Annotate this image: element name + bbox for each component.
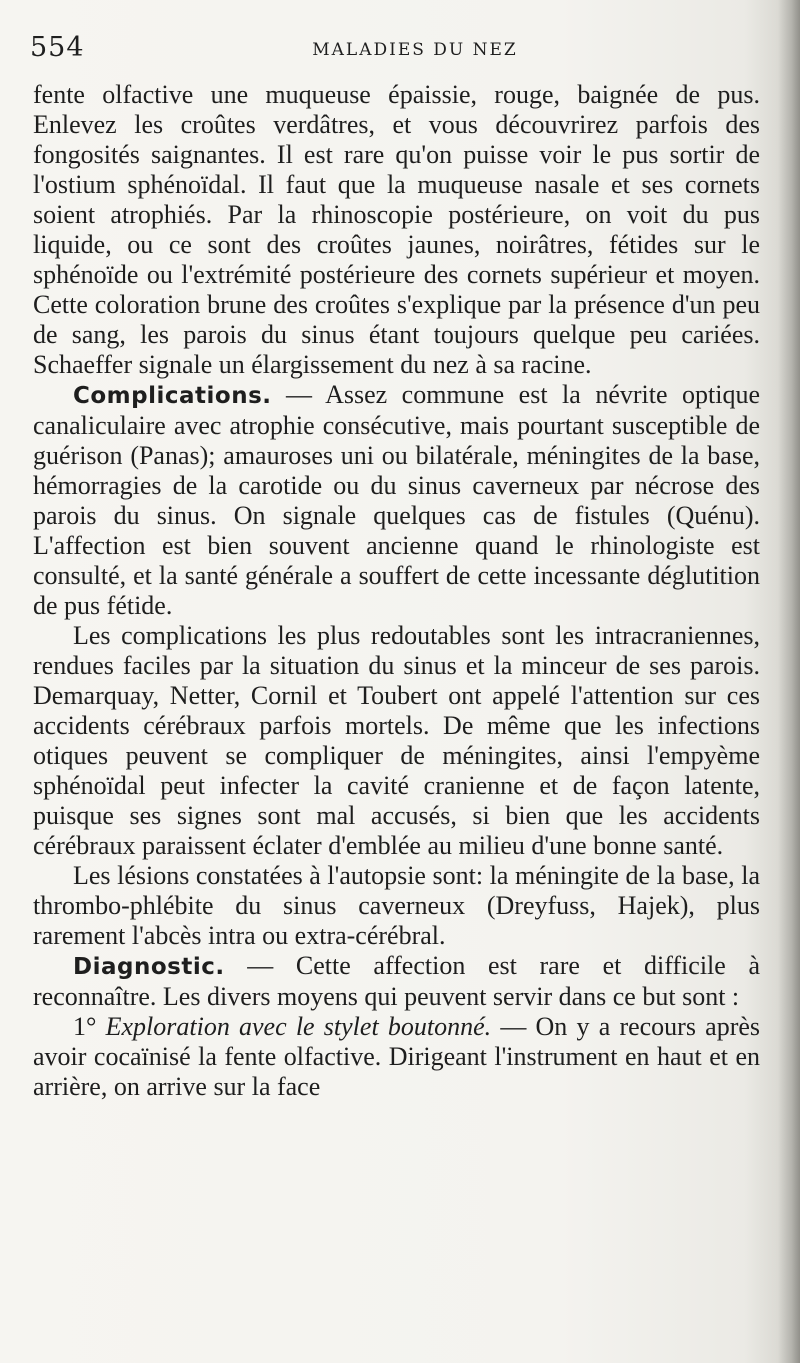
list-number: 1° (73, 1012, 97, 1041)
paragraph-complications (33, 380, 760, 621)
paragraph-continuation: fente olfactive une muqueuse épaissie, rouge, baignée de pus. Enlevez les croûtes verdâtres, et vous découvrirez parfois des fongosités saignantes. Il est rare qu'on puisse voir le pus sortir de l'ostium sphénoïdal. Il faut que la muqueuse nasale et ses cornets soient atrophiés. Par la rhinoscopie postérieure, on voit du pus liquide, ou ce sont des croûtes jaunes, noirâtres, fétides sur le sphénoïde ou l'extrémité postérieure des cornets supérieur et moyen. Cette coloration brune des croûtes s'explique par la présence d'un peu de sang, les parois du sinus étant toujours quelque peu cariées. Schaeffer signale un élargissement du nez à sa racine. (33, 80, 760, 379)
page-body (33, 80, 760, 1102)
section-heading-complications: Complications. (73, 383, 272, 409)
paragraph-diagnostic (33, 951, 760, 1012)
page-number: 554 (30, 32, 85, 63)
paragraph-autopsy: Les lésions constatées à l'autopsie sont: la méningite de la base, la thrombo-phlébite du sinus caverneux (Dreyfuss, Hajek), plus rarement l'abcès intra ou extra-cérébral. (33, 861, 760, 950)
paragraph-intracranial: Les complications les plus redoutables sont les intracraniennes, rendues faciles par la situation du sinus et la minceur de ses parois. Demarquay, Netter, Cornil et Toubert ont appelé l'attention sur ces accidents cérébraux parfois mortels. De même que les infections otiques peuvent se compliquer de méningites, ainsi l'empyème sphénoïdal peut infecter la cavité cranienne et de façon latente, puisque ses signes sont mal accusés, si bien que les accidents cérébraux paraissent éclater d'emblée au milieu d'une bonne santé. (33, 621, 760, 860)
diagnostic-text: — Cette affection est rare et difficile à reconnaître. Les divers moyens qui peuvent servir dans ce but sont : (33, 951, 760, 1011)
complications-text: — Assez commune est la névrite optique canaliculaire avec atrophie consécutive, mais pourtant susceptible de guérison (Panas); amauroses uni ou bilatérale, méningites de la base, hémorragies de la carotide ou du sinus caverneux par nécrose des parois du sinus. On signale quelques cas de fistules (Quénu). L'affection est bien souvent ancienne quand le rhinologiste est consulté, et la santé générale a souffert de cette incessante déglutition de pus fétide. (33, 380, 760, 620)
subheading-exploration: Exploration avec le stylet boutonné. (105, 1012, 492, 1041)
paragraph-exploration (33, 1012, 760, 1102)
page-header (30, 28, 760, 68)
section-heading-diagnostic: Diagnostic. (73, 954, 225, 980)
running-title: MALADIES DU NEZ (312, 40, 518, 60)
exploration-text: — On y a recours après avoir cocaïnisé la fente olfactive. Dirigeant l'instrument en haut et en arrière, on arrive sur la face (33, 1012, 761, 1101)
page-edge-shadow (778, 0, 800, 1363)
